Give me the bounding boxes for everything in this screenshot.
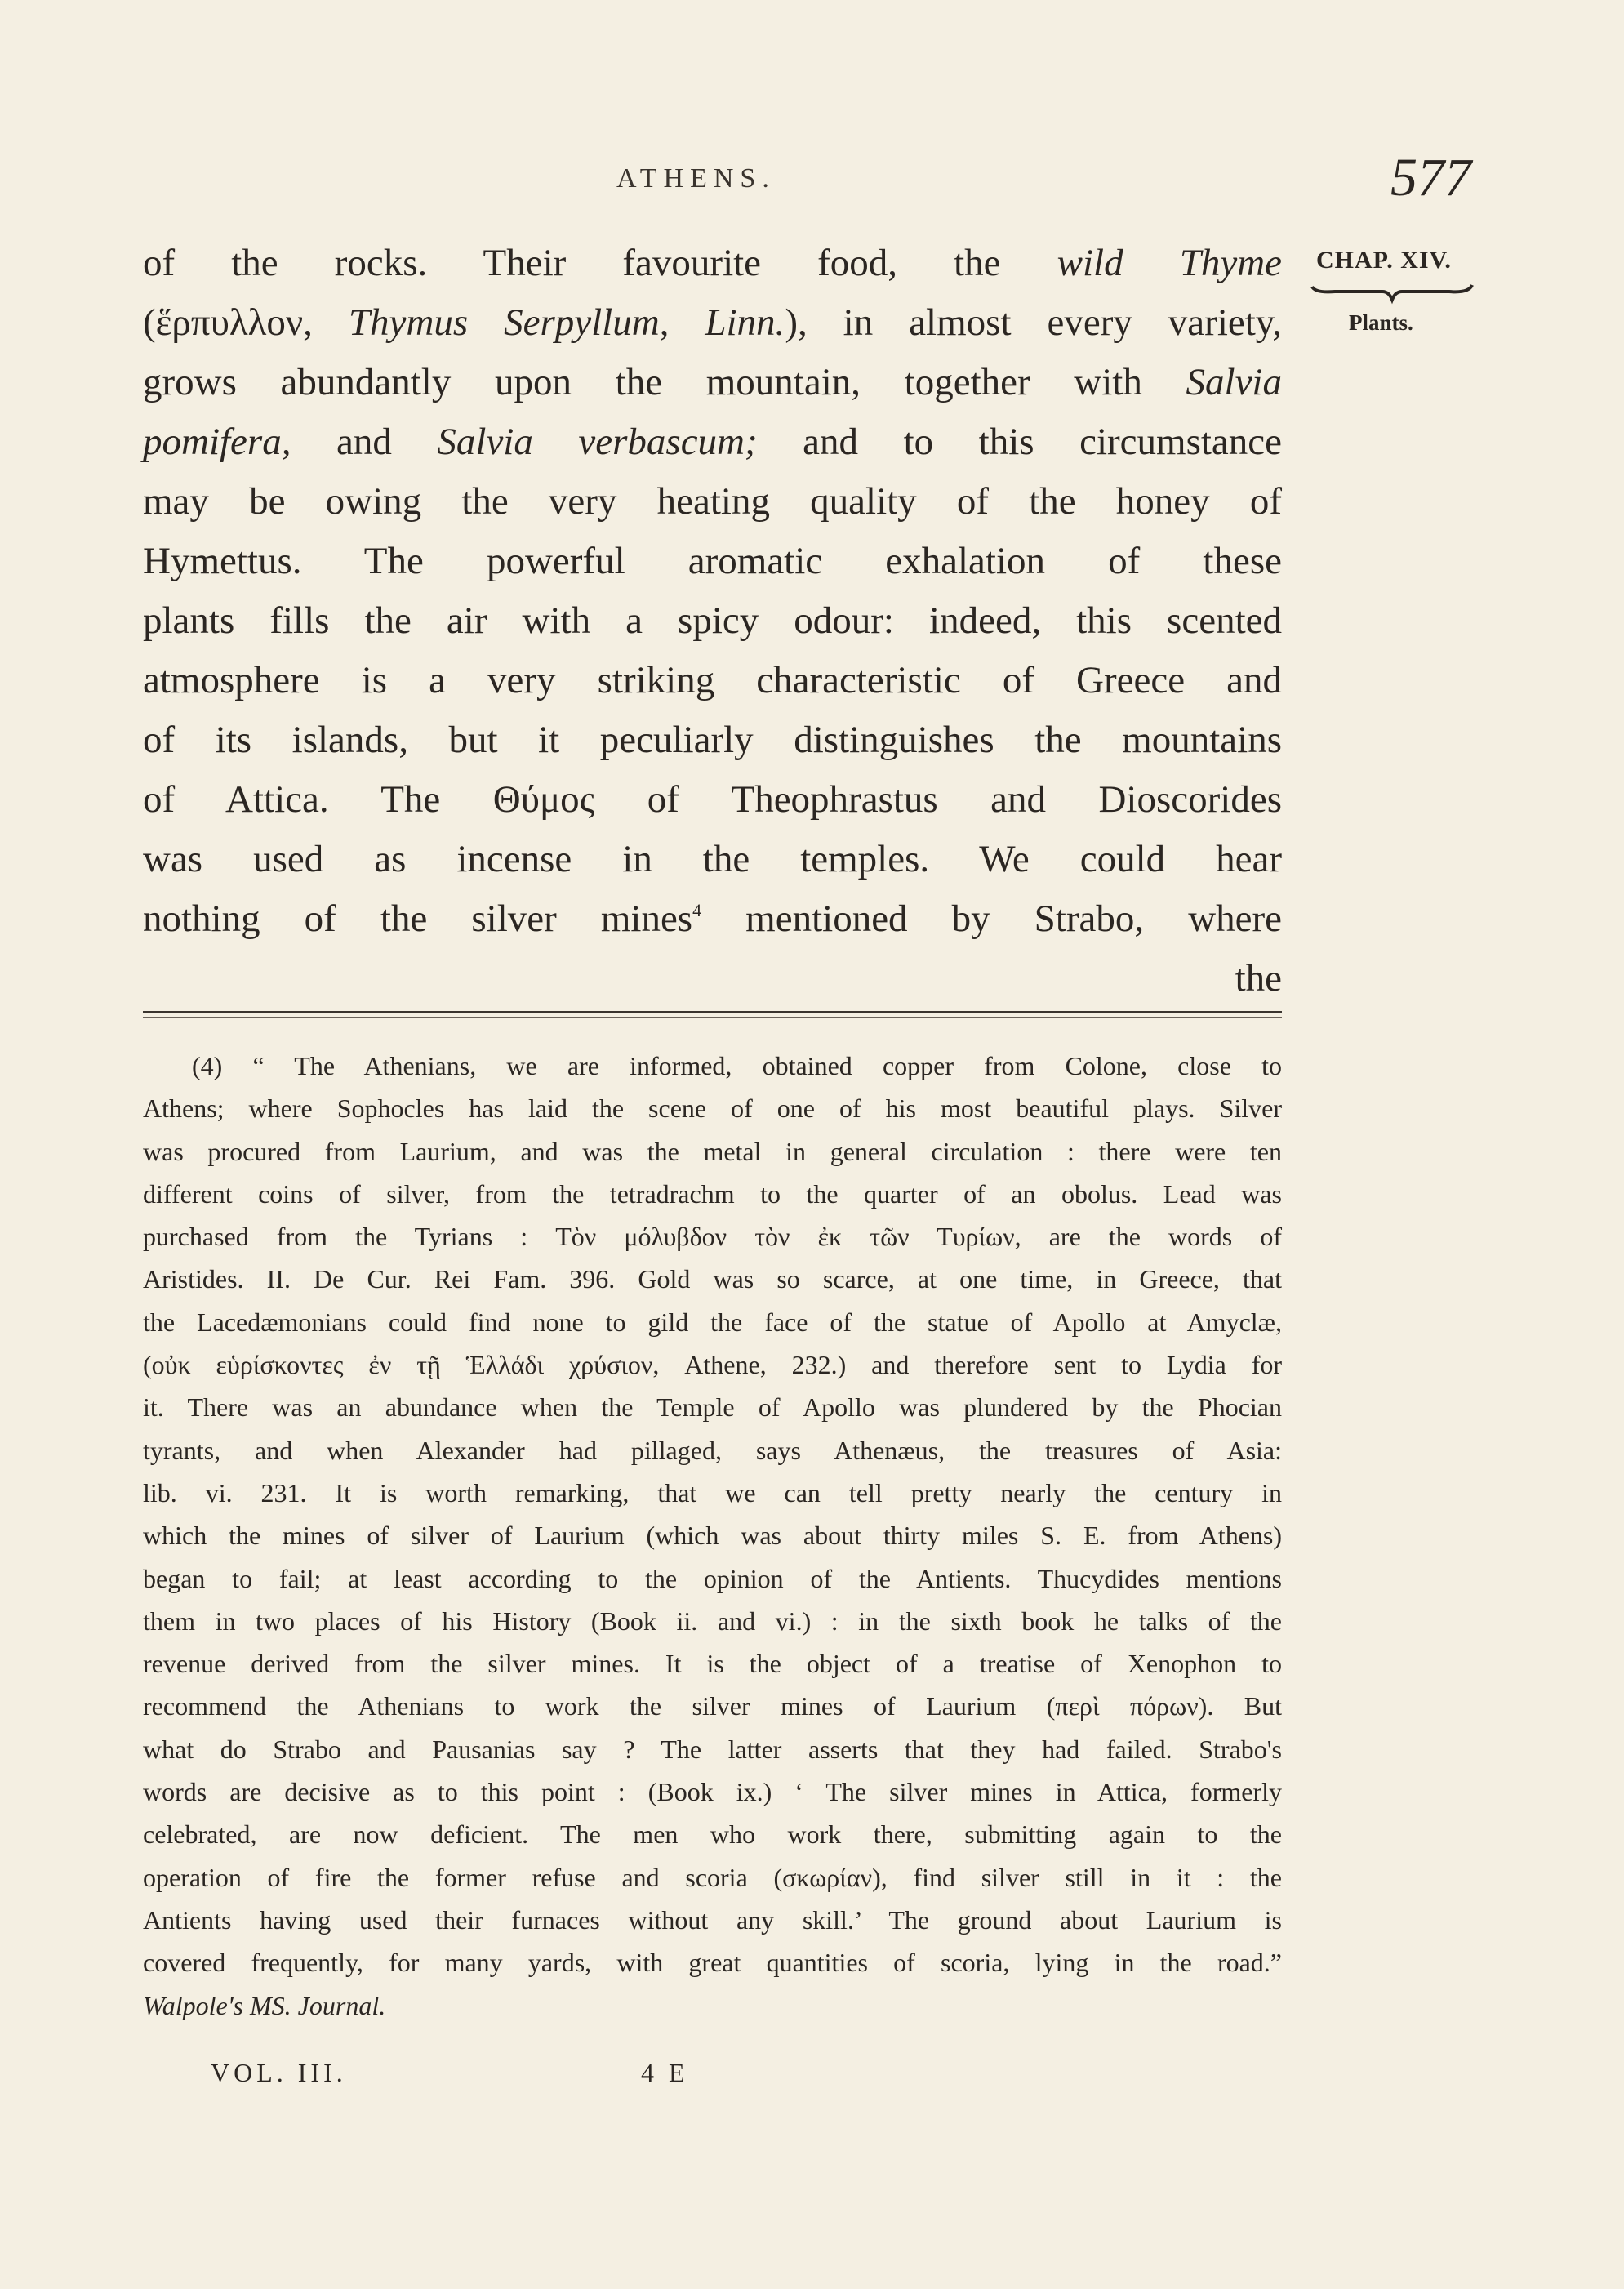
footnote-line: Walpole's MS. Journal. <box>143 1990 386 2020</box>
footnote-line: Antients having used their furnaces without any skill.’ The ground about Laurium is <box>143 1904 1282 1935</box>
footnote-line: lib. vi. 231. It is worth remarking, that we can tell pretty nearly the century in <box>143 1477 1282 1507</box>
footnote-line: Athens; where Sophocles has laid the scene of one of his most beautiful plays. Silver <box>143 1093 1282 1124</box>
footnote-line: began to fail; at least according to the opinion of the Antients. Thucydides mentions <box>143 1563 1282 1593</box>
chapter-label: CHAP. XIV. <box>1316 247 1452 274</box>
text-line: plants fills the air with a spicy odour: indeed, this scented <box>143 599 1282 642</box>
footnote-line: words are decisive as to this point : (Book ix.) ‘ The silver mines in Attica, formerly <box>143 1777 1282 1807</box>
text-line: Hymettus. The powerful aromatic exhalation of these <box>143 540 1282 582</box>
footnote-line: the Lacedæmonians could find none to gild the face of the statue of Apollo at Amyclæ, <box>143 1307 1282 1337</box>
footnote-line: recommend the Athenians to work the silver mines of Laurium (περὶ πόρων). But <box>143 1691 1282 1721</box>
text-line: (ἕρπυλλον, Thymus Serpyllum, Linn.), in almost every variety, <box>143 301 1282 344</box>
footnote-line: them in two places of his History (Book ii. and vi.) : in the sixth book he talks of the <box>143 1605 1282 1636</box>
footnote-line: celebrated, are now deficient. The men who work there, submitting again to the <box>143 1819 1282 1850</box>
text-line: was used as incense in the temples. We could hear <box>143 838 1282 880</box>
text-line: grows abundantly upon the mountain, together with Salvia <box>143 361 1282 403</box>
text-line: the <box>1235 957 1282 1000</box>
footnote-marker[interactable]: 4 <box>692 900 702 920</box>
footnote-line: was procured from Laurium, and was the metal in general circulation : there were ten <box>143 1136 1282 1166</box>
text-line: nothing of the silver mines$^4$ mentioned by Strabo, where <box>143 897 1283 940</box>
text-line: may be owing the very heating quality of the honey of <box>143 480 1282 523</box>
footnote-line: Aristides. II. De Cur. Rei Fam. 396. Gold was so scarce, at one time, in Greece, that <box>143 1264 1282 1294</box>
footnote-rule <box>143 1011 1282 1019</box>
text-line: pomifera, and Salvia verbascum; and to this circumstance <box>143 421 1283 463</box>
footnote-line: (4) “ The Athenians, we are informed, obtained copper from Colone, close to <box>192 1051 1282 1080</box>
footnote <box>143 1044 1282 2027</box>
signature-mark: 4 E <box>641 2058 689 2087</box>
footnote-line: which the mines of silver of Laurium (which was about thirty miles S. E. from Athens) <box>143 1521 1282 1551</box>
footnote-line: covered frequently, for many yards, with great quantities of scoria, lying in the road.” <box>143 1948 1282 1978</box>
volume-label: VOL. III. <box>211 2058 347 2087</box>
text-line: atmosphere is a very striking characteristic of Greece and <box>143 659 1282 701</box>
footnote-line: (οὐκ εὑρίσκοντες ἐν τῇ Ἑλλάδι χρύσιον, Athene, 232.) and therefore sent to Lydia for <box>143 1350 1282 1380</box>
footnote-line: purchased from the Tyrians : Τὸν μόλυβδον τὸν ἐκ τῶν Τυρίων, are the words of <box>143 1222 1282 1252</box>
main-text <box>143 234 1282 1009</box>
footnote-line: different coins of silver, from the tetradrachm to the quarter of an obolus. Lead was <box>143 1178 1282 1209</box>
running-head: ATHENS. <box>616 163 776 194</box>
text-line: of Attica. The Θύμος of Theophrastus and Dioscorides <box>143 778 1282 821</box>
brace-ornament <box>1310 282 1474 306</box>
footnote-line: it. There was an abundance when the Temple of Apollo was plundered by the Phocian <box>143 1392 1282 1423</box>
margin-note: Plants. <box>1349 310 1413 335</box>
text-line: of the rocks. Their favourite food, the wild Thyme <box>143 242 1282 284</box>
footnote-line: what do Strabo and Pausanias say ? The latter asserts that they had failed. Strabo's <box>143 1734 1282 1764</box>
page-number: 577 <box>1390 148 1471 207</box>
footnote-line: operation of fire the former refuse and scoria (σκωρίαν), find silver still in it : the <box>143 1862 1282 1892</box>
footnote-line: tyrants, and when Alexander had pillaged, says Athenæus, the treasures of Asia: <box>143 1435 1282 1465</box>
text-line: of its islands, but it peculiarly distinguishes the mountains <box>143 719 1282 761</box>
footnote-line: revenue derived from the silver mines. It is the object of a treatise of Xenophon to <box>143 1649 1282 1679</box>
